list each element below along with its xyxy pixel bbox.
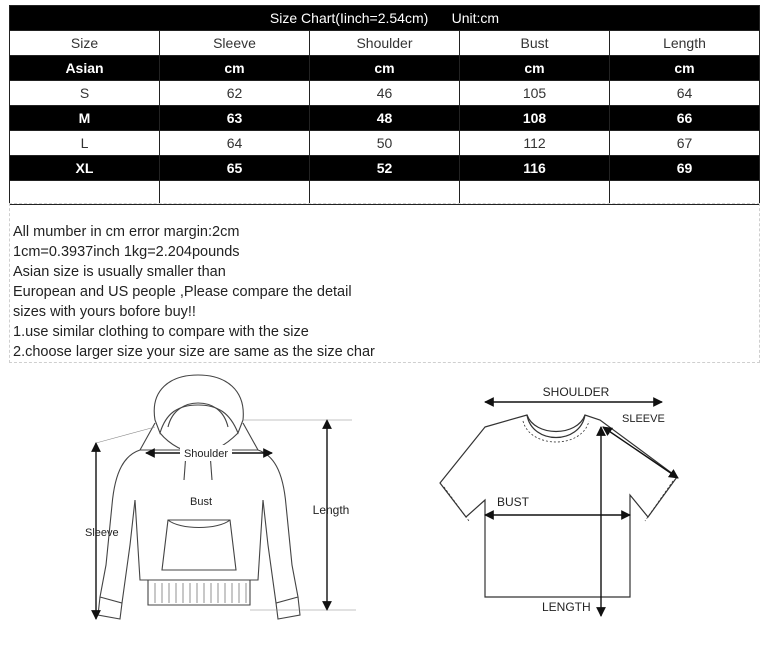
hoodie-shoulder-label: Shoulder [183, 448, 229, 460]
cell-shoulder [310, 181, 460, 205]
header-shoulder: Shoulder [310, 31, 460, 56]
table-row [10, 106, 760, 131]
cell-length: cm [610, 56, 760, 81]
table-row [10, 81, 760, 106]
cell-size: L [10, 131, 160, 156]
table-title: Size Chart(Iinch=2.54cm) Unit:cm [10, 6, 760, 31]
table-row [10, 56, 760, 81]
note-line: All mumber in cm error margin:2cm [13, 224, 240, 240]
tshirt-shoulder-label: SHOULDER [542, 385, 610, 399]
cell-size: XL [10, 156, 160, 181]
cell-sleeve: 63 [160, 106, 310, 131]
cell-size: M [10, 106, 160, 131]
tshirt-sleeve-label: SLEEVE [622, 413, 665, 425]
cell-sleeve [160, 181, 310, 205]
tshirt-measurements [485, 402, 678, 616]
note-line: 1cm=0.3937inch 1kg=2.204pounds [13, 244, 240, 260]
note-line: European and US people ,Please compare the detail [13, 284, 352, 300]
cell-sleeve: 64 [160, 131, 310, 156]
cell-shoulder: 50 [310, 131, 460, 156]
header-length: Length [610, 31, 760, 56]
cell-length: 67 [610, 131, 760, 156]
cell-length: 64 [610, 81, 760, 106]
cell-bust: 116 [460, 156, 610, 181]
hoodie-bust-label: Bust [189, 496, 213, 508]
table-title-row [10, 6, 760, 31]
table-header-row [10, 31, 760, 56]
table-row [10, 181, 760, 205]
tshirt-illustration [440, 415, 677, 597]
cell-shoulder: 48 [310, 106, 460, 131]
header-sleeve: Sleeve [160, 31, 310, 56]
note-line: 2.choose larger size your size are same as the size char [13, 344, 375, 360]
note-line: 1.use similar clothing to compare with the size [13, 324, 309, 340]
cell-length: 66 [610, 106, 760, 131]
cell-shoulder: cm [310, 56, 460, 81]
cell-sleeve: 62 [160, 81, 310, 106]
cell-sleeve: 65 [160, 156, 310, 181]
cell-bust: 105 [460, 81, 610, 106]
table-row [10, 131, 760, 156]
cell-bust: cm [460, 56, 610, 81]
header-bust: Bust [460, 31, 610, 56]
tshirt-bust-label: BUST [497, 495, 530, 509]
cell-bust [460, 181, 610, 205]
hoodie-sleeve-label: Sleeve [85, 527, 119, 539]
table-row [10, 156, 760, 181]
cell-shoulder: 46 [310, 81, 460, 106]
cell-length [610, 181, 760, 205]
cell-size [10, 181, 160, 205]
cell-bust: 108 [460, 106, 610, 131]
note-line: sizes with yours bofore buy!! [13, 304, 196, 320]
cell-length: 69 [610, 156, 760, 181]
note-line: Asian size is usually smaller than [13, 264, 226, 280]
header-size: Size [10, 31, 160, 56]
cell-shoulder: 52 [310, 156, 460, 181]
cell-bust: 112 [460, 131, 610, 156]
tshirt-length-label: LENGTH [542, 600, 591, 614]
size-chart-table [9, 5, 760, 205]
cell-size: Asian [10, 56, 160, 81]
hoodie-length-label: Length [312, 503, 350, 517]
measurement-diagram [0, 365, 784, 661]
size-notes [9, 203, 760, 363]
cell-sleeve: cm [160, 56, 310, 81]
cell-size: S [10, 81, 160, 106]
